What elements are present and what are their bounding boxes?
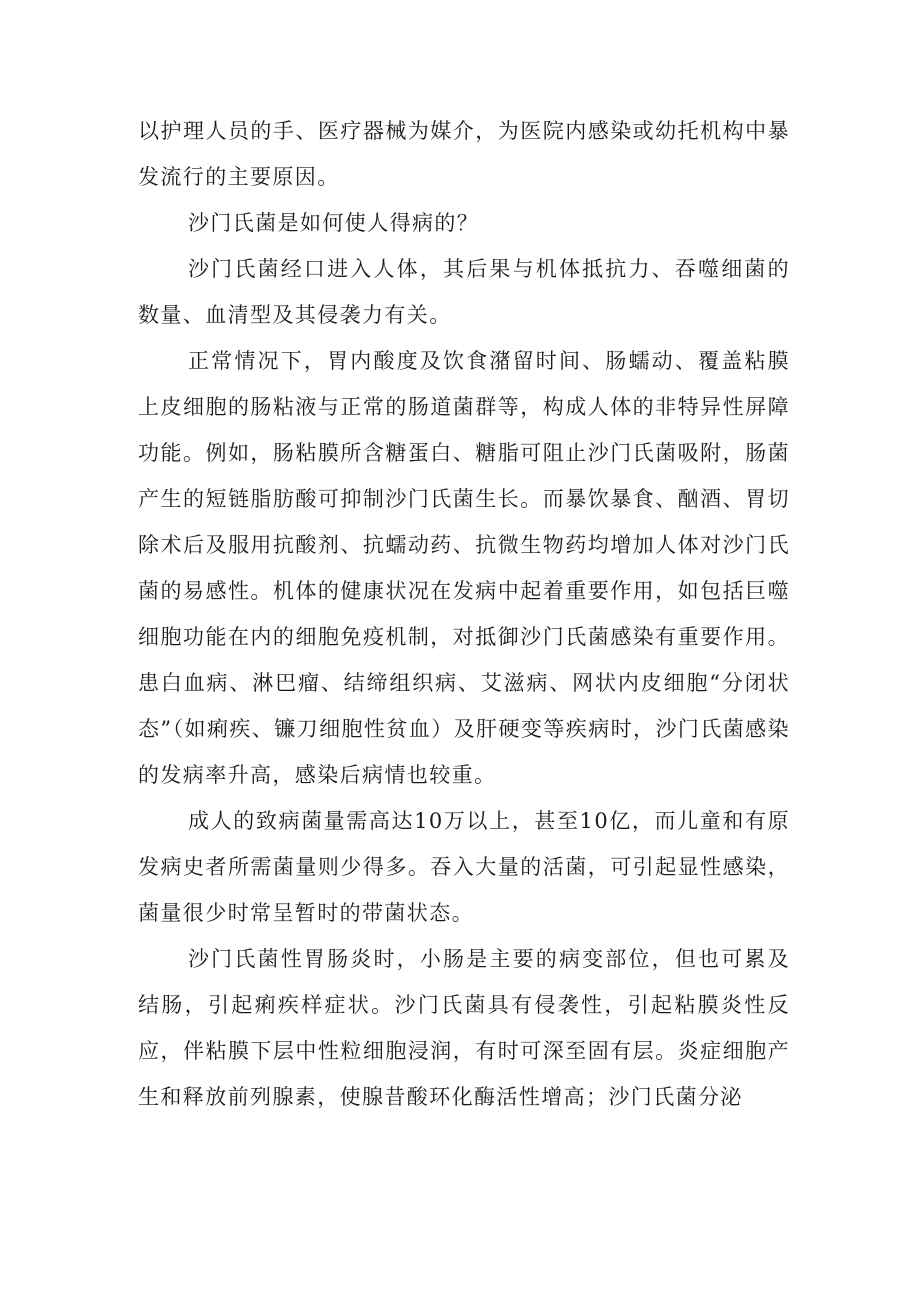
paragraph-1: 以护理人员的手、医疗器械为媒介，为医院内感染或幼托机构中暴发流行的主要原因。	[138, 119, 790, 189]
paragraph-5: 成人的致病菌量需高达10万以上，甚至10亿，而儿童和有原发病史者所需菌量则少得多。吞入大量的活菌，可引起显性感染，菌量很少时常呈暂时的带菌状态。	[138, 809, 790, 925]
body-text	[138, 108, 790, 1120]
paragraph-4: 正常情况下，胃内酸度及饮食潴留时间、肠蠕动、覆盖粘膜上皮细胞的肠粘液与正常的肠道菌群等，构成人体的非特异性屏障功能。例如，肠粘膜所含糖蛋白、糖脂可阻止沙门氏菌吸附，肠菌产生的短链脂肪酸可抑制沙门氏菌生长。而暴饮暴食、酗酒、胃切除术后及服用抗酸剂、抗蠕动药、抗微生物药均增加人体对沙门氏菌的易感性。机体的健康状况在发病中起着重要作用，如包括巨噬细胞功能在内的细胞免疫机制，对抵御沙门氏菌感染有重要作用。患白血病、淋巴瘤、结缔组织病、艾滋病、网状内皮细胞“分闭状态”（如痢疾、镰刀细胞性贫血）及肝硬变等疾病时，沙门氏菌感染的发病率升高，感染后病情也较重。	[138, 349, 790, 787]
paragraph-2-question: 沙门氏菌是如何使人得病的？	[188, 211, 480, 235]
paragraph-6: 沙门氏菌性胃肠炎时，小肠是主要的病变部位，但也可累及结肠，引起痢疾样症状。沙门氏菌具有侵袭性，引起粘膜炎性反应，伴粘膜下层中性粒细胞浸润，有时可深至固有层。炎症细胞产生和释放前列腺素，使腺昔酸环化酶活性增高；沙门氏菌分泌	[138, 947, 790, 1109]
paragraph-3: 沙门氏菌经口进入人体，其后果与机体抵抗力、吞噬细菌的数量、血清型及其侵袭力有关。	[138, 257, 790, 327]
